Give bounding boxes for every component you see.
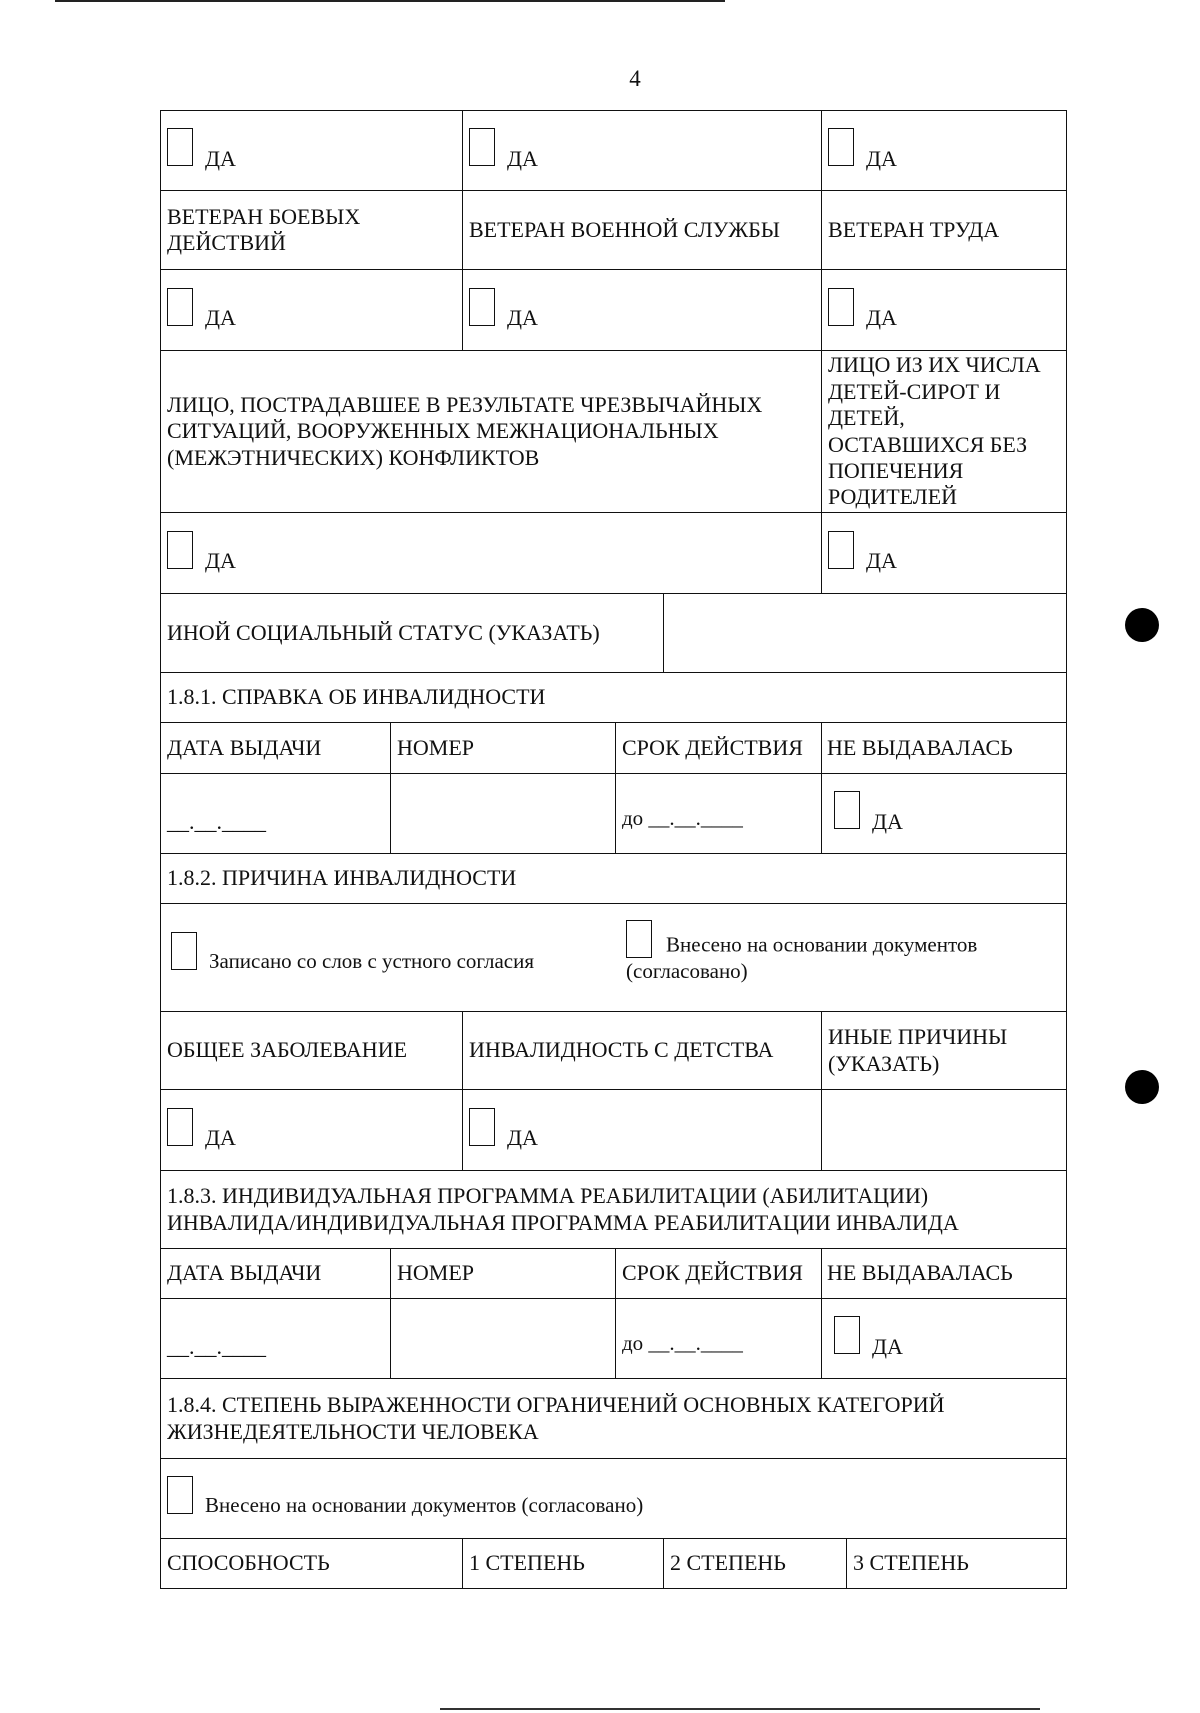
checkbox[interactable]: [828, 128, 854, 166]
veteran-checkbox-row-2: [161, 270, 1067, 351]
checkbox-cell: [161, 1090, 463, 1171]
checkbox[interactable]: [167, 1476, 193, 1514]
documents-option: [626, 920, 1046, 984]
checkbox[interactable]: [834, 1316, 860, 1354]
yes-label: ДА: [866, 145, 897, 171]
documents-label: Внесено на основании документов (согласовано): [626, 932, 978, 983]
section-182-title-row: [161, 854, 1067, 904]
combat-veteran-label: ВЕТЕРАН БОЕВЫХ ДЕЙСТВИЙ: [161, 191, 463, 270]
veteran-label-row: [161, 191, 1067, 270]
section-183-title-row: [161, 1171, 1067, 1249]
scan-top-line: [55, 0, 725, 2]
section-184-header-row: [161, 1539, 1067, 1589]
checkbox[interactable]: [171, 932, 197, 970]
number-header: НОМЕР: [391, 1249, 616, 1299]
checkbox[interactable]: [167, 531, 193, 569]
not-issued-cell: [822, 774, 1067, 854]
checkbox[interactable]: [626, 920, 652, 958]
section-181-values-row: [161, 774, 1067, 854]
military-veteran-label: ВЕТЕРАН ВОЕННОЙ СЛУЖБЫ: [463, 191, 822, 270]
checkbox-cell: [161, 111, 463, 191]
section-184-title-row: [161, 1379, 1067, 1459]
source-cell: [161, 904, 1067, 1012]
emergency-checkbox-row: [161, 513, 1067, 594]
checkbox-cell: [161, 513, 822, 594]
not-issued-header: НЕ ВЫДАВАЛАСЬ: [822, 723, 1067, 774]
yes-label: ДА: [866, 305, 897, 331]
checkbox[interactable]: [828, 531, 854, 569]
punch-hole-mark: [1125, 1070, 1159, 1104]
section-182-checkbox-row: [161, 1090, 1067, 1171]
checkbox[interactable]: [828, 288, 854, 326]
degree-2-header: 2 СТЕПЕНЬ: [664, 1539, 847, 1589]
checkbox-cell: [822, 111, 1067, 191]
section-184-source-row: [161, 1459, 1067, 1539]
section-182-header-row: [161, 1012, 1067, 1090]
checkbox-cell: [463, 1090, 822, 1171]
not-issued-cell: [822, 1299, 1067, 1379]
checkbox[interactable]: [469, 128, 495, 166]
punch-hole-mark: [1125, 608, 1159, 642]
other-status-row: [161, 594, 1067, 673]
section-183-header-row: [161, 1249, 1067, 1299]
checkbox[interactable]: [167, 288, 193, 326]
checkbox[interactable]: [834, 791, 860, 829]
yes-label: ДА: [507, 145, 538, 171]
validity-header: СРОК ДЕЙСТВИЯ: [616, 723, 822, 774]
degree-3-header: 3 СТЕПЕНЬ: [847, 1539, 1067, 1589]
section-181-title: 1.8.1. СПРАВКА ОБ ИНВАЛИДНОСТИ: [161, 673, 1067, 723]
validity-header: СРОК ДЕЙСТВИЯ: [616, 1249, 822, 1299]
degree-1-header: 1 СТЕПЕНЬ: [463, 1539, 664, 1589]
yes-label: ДА: [507, 305, 538, 331]
checkbox-cell: [822, 513, 1067, 594]
issue-date-header: ДАТА ВЫДАЧИ: [161, 723, 391, 774]
not-issued-header: НЕ ВЫДАВАЛАСЬ: [822, 1249, 1067, 1299]
yes-label: ДА: [866, 548, 897, 574]
emergency-victim-label: ЛИЦО, ПОСТРАДАВШЕЕ В РЕЗУЛЬТАТЕ ЧРЕЗВЫЧАЙНЫХ СИТУАЦИЙ, ВООРУЖЕННЫХ МЕЖНАЦИОНАЛЬНЫХ (МЕЖЭТНИЧЕСКИХ) КОНФЛИКТОВ: [161, 351, 822, 513]
social-status-form: [160, 110, 1067, 1589]
section-182-source-row: [161, 904, 1067, 1012]
yes-label: ДА: [872, 808, 903, 834]
number-field[interactable]: [391, 1299, 616, 1379]
checkbox[interactable]: [469, 1108, 495, 1146]
veteran-checkbox-row-1: [161, 111, 1067, 191]
yes-label: ДА: [205, 1125, 236, 1151]
checkbox-cell: [822, 270, 1067, 351]
checkbox-cell: [161, 1459, 1067, 1539]
yes-label: ДА: [872, 1333, 903, 1359]
emergency-label-row: [161, 351, 1067, 513]
other-reasons-header: ИНЫЕ ПРИЧИНЫ (УКАЗАТЬ): [822, 1012, 1067, 1090]
checkbox-cell: [161, 270, 463, 351]
checkbox[interactable]: [167, 128, 193, 166]
childhood-disability-header: ИНВАЛИДНОСТЬ С ДЕТСТВА: [463, 1012, 822, 1090]
scan-bottom-line: [440, 1708, 1040, 1710]
section-182-title: 1.8.2. ПРИЧИНА ИНВАЛИДНОСТИ: [161, 854, 1067, 904]
section-184-title: 1.8.4. СТЕПЕНЬ ВЫРАЖЕННОСТИ ОГРАНИЧЕНИЙ ОСНОВНЫХ КАТЕГОРИЙ ЖИЗНЕДЕЯТЕЛЬНОСТИ ЧЕЛОВЕКА: [161, 1379, 1067, 1459]
section-181-header-row: [161, 723, 1067, 774]
yes-label: ДА: [205, 145, 236, 171]
yes-label: ДА: [205, 305, 236, 331]
number-header: НОМЕР: [391, 723, 616, 774]
verbal-consent-label: Записано со слов с устного согласия: [209, 948, 534, 973]
labor-veteran-label: ВЕТЕРАН ТРУДА: [822, 191, 1067, 270]
page-number: 4: [629, 66, 641, 91]
validity-field[interactable]: до __.__.____: [616, 774, 822, 854]
yes-label: ДА: [507, 1125, 538, 1151]
section-183-values-row: [161, 1299, 1067, 1379]
ability-header: СПОСОБНОСТЬ: [161, 1539, 463, 1589]
validity-field[interactable]: до __.__.____: [616, 1299, 822, 1379]
other-status-field[interactable]: [664, 594, 1067, 673]
section-183-title: 1.8.3. ИНДИВИДУАЛЬНАЯ ПРОГРАММА РЕАБИЛИТАЦИИ (АБИЛИТАЦИИ) ИНВАЛИДА/ИНДИВИДУАЛЬНАЯ ПРОГРАММА РЕАБИЛИТАЦИИ ИНВАЛИДА: [161, 1171, 1067, 1249]
orphans-label: ЛИЦО ИЗ ИХ ЧИСЛА ДЕТЕЙ-СИРОТ И ДЕТЕЙ, ОСТАВШИХСЯ БЕЗ ПОПЕЧЕНИЯ РОДИТЕЛЕЙ: [822, 351, 1067, 513]
checkbox-cell: [463, 270, 822, 351]
issue-date-field[interactable]: __.__.____: [161, 1299, 391, 1379]
issue-date-header: ДАТА ВЫДАЧИ: [161, 1249, 391, 1299]
verbal-consent-option: [171, 932, 534, 973]
issue-date-field[interactable]: __.__.____: [161, 774, 391, 854]
other-status-label: ИНОЙ СОЦИАЛЬНЫЙ СТАТУС (УКАЗАТЬ): [161, 594, 664, 673]
checkbox[interactable]: [167, 1108, 193, 1146]
number-field[interactable]: [391, 774, 616, 854]
checkbox-cell: [463, 111, 822, 191]
general-disease-header: ОБЩЕЕ ЗАБОЛЕВАНИЕ: [161, 1012, 463, 1090]
section-181-title-row: [161, 673, 1067, 723]
other-reasons-field[interactable]: [822, 1090, 1067, 1171]
yes-label: ДА: [205, 548, 236, 574]
checkbox[interactable]: [469, 288, 495, 326]
documents-label: Внесено на основании документов (согласовано): [205, 1493, 644, 1518]
